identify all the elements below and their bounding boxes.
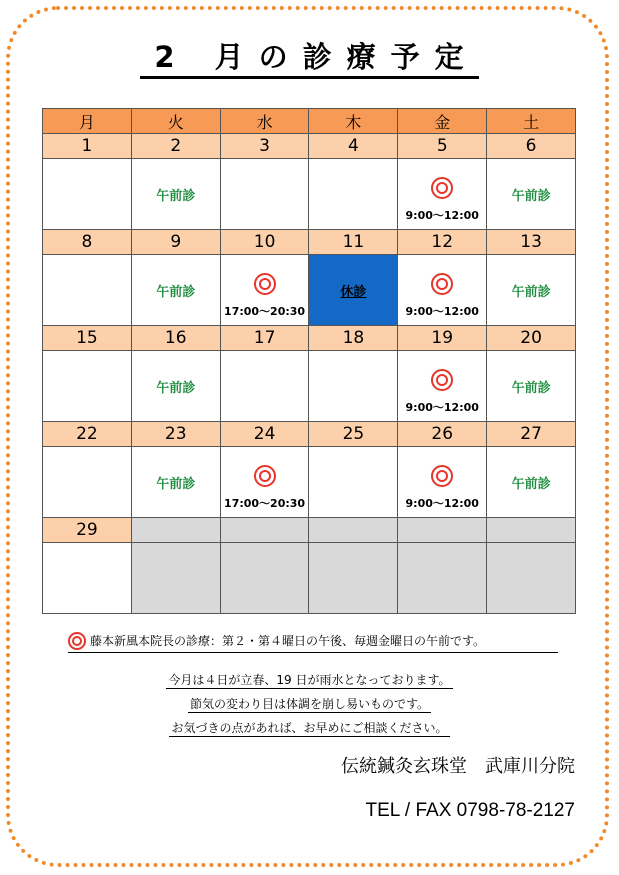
schedule-cell <box>398 159 487 230</box>
schedule-cell <box>398 351 487 422</box>
schedule-cell <box>487 159 576 230</box>
date-cell: 22 <box>43 422 132 447</box>
special-time-label: 9:00～12:00 <box>405 305 479 318</box>
date-cell: 1 <box>43 134 132 159</box>
date-row <box>43 518 576 543</box>
date-cell <box>220 518 309 543</box>
date-cell: 18 <box>309 326 398 351</box>
morning-clinic-label: 午前診 <box>156 476 196 492</box>
schedule-cell <box>398 255 487 326</box>
date-cell: 23 <box>131 422 220 447</box>
date-cell: 10 <box>220 230 309 255</box>
date-cell <box>309 518 398 543</box>
double-circle-icon <box>431 177 453 199</box>
schedule-cell <box>309 255 398 326</box>
weekday-thu: 木 <box>309 109 398 134</box>
closed-label: 休診 <box>340 284 367 300</box>
date-cell: 24 <box>220 422 309 447</box>
date-cell: 3 <box>220 134 309 159</box>
date-row <box>43 134 576 159</box>
note-line-3-text: お気づきの点があれば、お早めにご相談ください。 <box>171 721 448 735</box>
schedule-row <box>43 543 576 614</box>
note-line-1-text: 今月は４日が立春、19 日が雨水となっております。 <box>168 673 451 687</box>
date-cell: 16 <box>131 326 220 351</box>
schedule-cell <box>43 351 132 422</box>
special-time-label: 9:00～12:00 <box>405 497 479 510</box>
weekday-fri: 金 <box>398 109 487 134</box>
page-title-wrap <box>0 40 619 79</box>
note-line-3 <box>0 720 619 736</box>
weekday-wed: 水 <box>220 109 309 134</box>
note-line-1 <box>0 672 619 688</box>
date-row <box>43 230 576 255</box>
schedule-cell <box>398 543 487 614</box>
schedule-cell <box>309 159 398 230</box>
schedule-cell <box>398 447 487 518</box>
date-cell: 19 <box>398 326 487 351</box>
schedule-cell <box>220 447 309 518</box>
schedule-cell <box>131 351 220 422</box>
contact-tel: TEL / FAX 0798-78-2127 <box>365 800 575 821</box>
date-cell: 17 <box>220 326 309 351</box>
schedule-row <box>43 447 576 518</box>
note-line-2 <box>0 696 619 712</box>
special-time-label: 9:00～12:00 <box>405 209 479 222</box>
note-line-2-text: 節気の変わり目は体調を崩し易いものです。 <box>189 697 430 711</box>
date-cell <box>398 518 487 543</box>
schedule-cell <box>487 543 576 614</box>
special-time-label: 9:00～12:00 <box>405 401 479 414</box>
schedule-row <box>43 351 576 422</box>
date-cell: 6 <box>487 134 576 159</box>
schedule-cell <box>220 351 309 422</box>
date-cell: 13 <box>487 230 576 255</box>
date-cell: 9 <box>131 230 220 255</box>
date-cell: 27 <box>487 422 576 447</box>
schedule-cell <box>220 159 309 230</box>
date-row <box>43 326 576 351</box>
date-cell: 5 <box>398 134 487 159</box>
weekday-tue: 火 <box>131 109 220 134</box>
weekday-header-row <box>43 109 576 134</box>
date-cell: 15 <box>43 326 132 351</box>
morning-clinic-label: 午前診 <box>156 188 196 204</box>
special-time-label: 17:00～20:30 <box>224 305 306 318</box>
schedule-cell <box>43 255 132 326</box>
schedule-calendar <box>42 108 576 614</box>
double-circle-icon <box>431 273 453 295</box>
morning-clinic-label: 午前診 <box>511 188 551 204</box>
schedule-cell <box>131 543 220 614</box>
morning-clinic-label: 午前診 <box>511 284 551 300</box>
morning-clinic-label: 午前診 <box>156 284 196 300</box>
schedule-cell <box>309 543 398 614</box>
double-circle-icon <box>431 465 453 487</box>
schedule-cell <box>309 351 398 422</box>
date-cell <box>487 518 576 543</box>
date-cell: 25 <box>309 422 398 447</box>
double-circle-icon <box>431 369 453 391</box>
morning-clinic-label: 午前診 <box>156 380 196 396</box>
double-circle-icon <box>254 273 276 295</box>
schedule-cell <box>131 159 220 230</box>
date-row <box>43 422 576 447</box>
date-cell: 20 <box>487 326 576 351</box>
clinic-name: 伝統鍼灸玄珠堂 武庫川分院 <box>341 756 575 777</box>
schedule-cell <box>220 543 309 614</box>
page-title: 2 月の診療予定 <box>140 40 478 79</box>
date-cell: 11 <box>309 230 398 255</box>
date-cell: 2 <box>131 134 220 159</box>
morning-clinic-label: 午前診 <box>511 380 551 396</box>
schedule-cell <box>487 447 576 518</box>
schedule-cell <box>43 543 132 614</box>
schedule-cell <box>131 255 220 326</box>
schedule-cell <box>309 447 398 518</box>
schedule-row <box>43 255 576 326</box>
date-cell: 12 <box>398 230 487 255</box>
schedule-cell <box>487 351 576 422</box>
double-circle-icon <box>254 465 276 487</box>
schedule-cell <box>131 447 220 518</box>
schedule-cell <box>220 255 309 326</box>
schedule-cell <box>487 255 576 326</box>
date-cell: 26 <box>398 422 487 447</box>
director-note-text: 藤本新風本院長の診療：第２・第４曜日の午後、毎週金曜日の午前です。 <box>90 634 486 648</box>
schedule-row <box>43 159 576 230</box>
date-cell <box>131 518 220 543</box>
double-circle-icon <box>68 632 86 650</box>
special-time-label: 17:00～20:30 <box>224 497 306 510</box>
schedule-cell <box>43 447 132 518</box>
director-note <box>68 632 558 653</box>
schedule-cell <box>43 159 132 230</box>
date-cell: 29 <box>43 518 132 543</box>
weekday-sat: 土 <box>487 109 576 134</box>
date-cell: 8 <box>43 230 132 255</box>
date-cell: 4 <box>309 134 398 159</box>
morning-clinic-label: 午前診 <box>511 476 551 492</box>
weekday-mon: 月 <box>43 109 132 134</box>
